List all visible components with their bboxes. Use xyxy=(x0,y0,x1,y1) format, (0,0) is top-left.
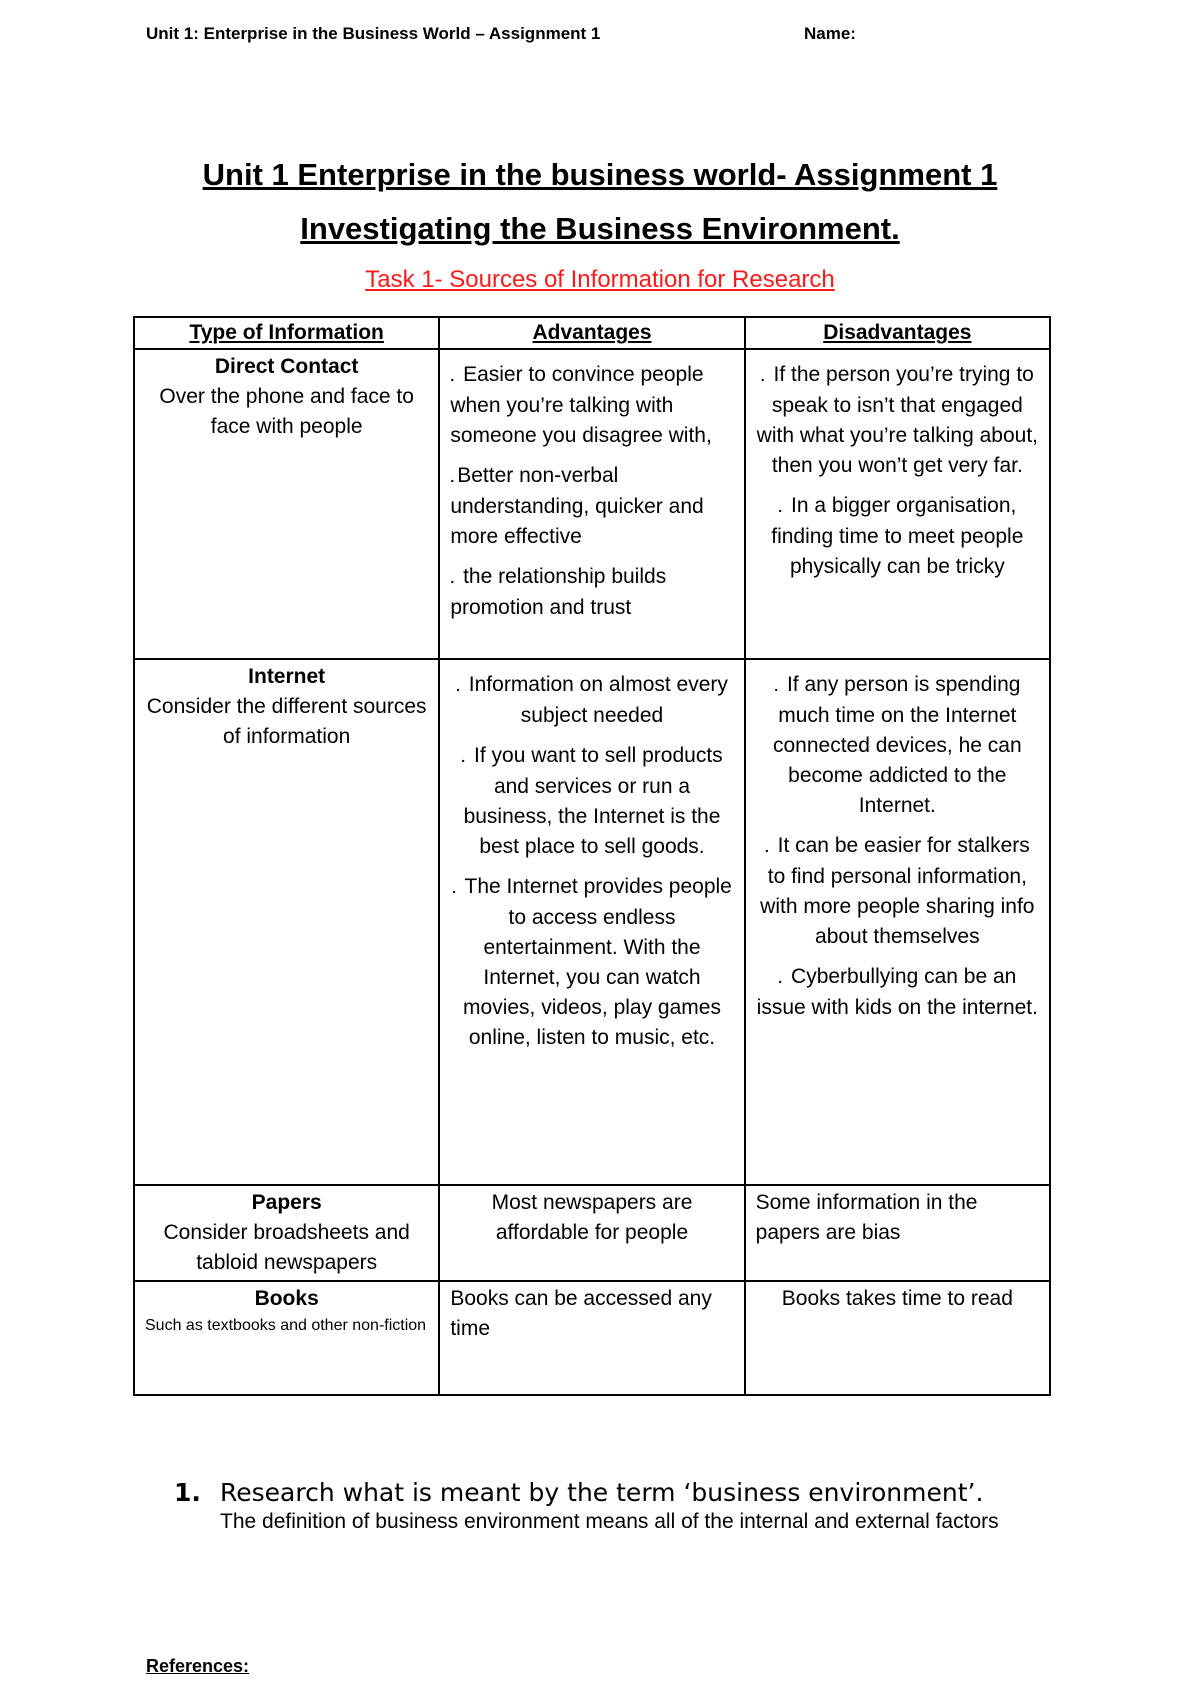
type-name: Direct Contact xyxy=(214,355,359,378)
table-row xyxy=(134,1185,1050,1281)
column-header-advantages: Advantages xyxy=(439,317,744,349)
question-1 xyxy=(174,1478,983,1507)
advantage-text: The Internet provides people to access endless entertainment. With the Internet, you can watch movies, videos, play games online, listen to music, etc. xyxy=(463,875,732,1049)
document-title-line-1: Unit 1 Enterprise in the business world- Assignment 1 xyxy=(202,157,998,192)
type-cell xyxy=(134,659,439,1185)
header-name-label: Name: xyxy=(804,24,856,43)
bullet-icon: . xyxy=(764,839,769,855)
question-number: 1. xyxy=(174,1478,201,1507)
table-row xyxy=(134,349,1050,659)
advantage-text: the relationship builds promotion and trust xyxy=(450,565,667,619)
advantages-cell xyxy=(439,659,744,1185)
bullet-icon: . xyxy=(778,499,783,515)
column-header-disadvantages: Disadvantages xyxy=(745,317,1050,349)
bullet-icon: . xyxy=(450,570,455,586)
type-name: Books xyxy=(254,1287,319,1310)
list-item xyxy=(450,872,733,1053)
advantage-text: Better non-verbal understanding, quicker and more effective xyxy=(450,464,704,548)
type-cell xyxy=(134,349,439,659)
type-description: Consider the different sources of information xyxy=(146,695,427,748)
type-name: Papers xyxy=(251,1191,322,1214)
disadvantages-cell xyxy=(745,1281,1050,1395)
task-heading: Task 1- Sources of Information for Research xyxy=(365,266,835,293)
type-cell xyxy=(134,1281,439,1395)
list-item xyxy=(756,670,1039,821)
page-header xyxy=(146,24,1066,52)
list-item xyxy=(450,741,733,862)
bullet-icon: . xyxy=(774,678,779,694)
disadvantages-cell xyxy=(745,349,1050,659)
answer-text[interactable]: The definition of business environment means all of the internal and external factors xyxy=(220,1510,999,1533)
type-cell xyxy=(134,1185,439,1281)
advantages-cell xyxy=(439,1185,744,1281)
bullet-icon: . xyxy=(461,749,466,765)
references-label: References: xyxy=(146,1656,250,1676)
type-description: Over the phone and face to face with people xyxy=(159,385,414,438)
list-item xyxy=(450,461,733,552)
list-item xyxy=(756,962,1039,1023)
advantage-text: Easier to convince people when you’re talking with someone you disagree with, xyxy=(450,363,712,447)
type-description: Consider broadsheets and tabloid newspapers xyxy=(163,1221,410,1274)
advantages-cell xyxy=(439,349,744,659)
bullet-icon: . xyxy=(778,970,783,986)
type-name: Internet xyxy=(248,665,326,688)
document-title xyxy=(0,148,1200,256)
advantage-text: Most newspapers are affordable for people xyxy=(491,1191,693,1244)
type-description: Such as textbooks and other non-fiction xyxy=(145,1317,427,1334)
header-title: Unit 1: Enterprise in the Business World – Assignment 1 xyxy=(146,24,601,43)
question-text: Research what is meant by the term ‘business environment’. xyxy=(220,1478,984,1507)
sources-table xyxy=(133,316,1051,1396)
advantages-cell xyxy=(439,1281,744,1395)
disadvantage-text: Books takes time to read xyxy=(781,1287,1013,1310)
advantage-text: Information on almost every subject needed xyxy=(468,673,728,727)
disadvantage-text: It can be easier for stalkers to find personal information, with more people sharing info about themselves xyxy=(760,834,1035,948)
advantage-text: Books can be accessed any time xyxy=(450,1287,712,1340)
bullet-icon: . xyxy=(760,368,765,384)
list-item xyxy=(756,360,1039,481)
bullet-icon: . xyxy=(450,469,455,485)
disadvantage-text: If any person is spending much time on the Internet connected devices, he can become addicted to the Internet. xyxy=(772,673,1022,817)
list-item xyxy=(450,562,733,623)
table-row xyxy=(134,659,1050,1185)
list-item xyxy=(756,491,1039,582)
disadvantages-cell xyxy=(745,659,1050,1185)
list-item xyxy=(756,831,1039,952)
bullet-icon: . xyxy=(456,678,460,694)
bullet-icon: . xyxy=(450,368,455,384)
bullet-icon: . xyxy=(452,880,457,896)
disadvantage-text: Cyberbullying can be an issue with kids on the internet. xyxy=(756,965,1038,1019)
disadvantage-text: If the person you’re trying to speak to isn’t that engaged with what you’re talking about, then you won’t get very far. xyxy=(756,363,1038,477)
table-row xyxy=(134,1281,1050,1395)
list-item xyxy=(450,360,733,451)
column-header-type: Type of Information xyxy=(134,317,439,349)
list-item xyxy=(450,670,733,731)
table-header-row xyxy=(134,317,1050,349)
document-title-line-2: Investigating the Business Environment. xyxy=(300,211,900,246)
disadvantages-cell xyxy=(745,1185,1050,1281)
advantage-text: If you want to sell products and services or run a business, the Internet is the best place to sell goods. xyxy=(463,744,723,858)
disadvantage-text: Some information in the papers are bias xyxy=(755,1191,978,1244)
disadvantage-text: In a bigger organisation, finding time to meet people physically can be tricky xyxy=(771,494,1024,578)
